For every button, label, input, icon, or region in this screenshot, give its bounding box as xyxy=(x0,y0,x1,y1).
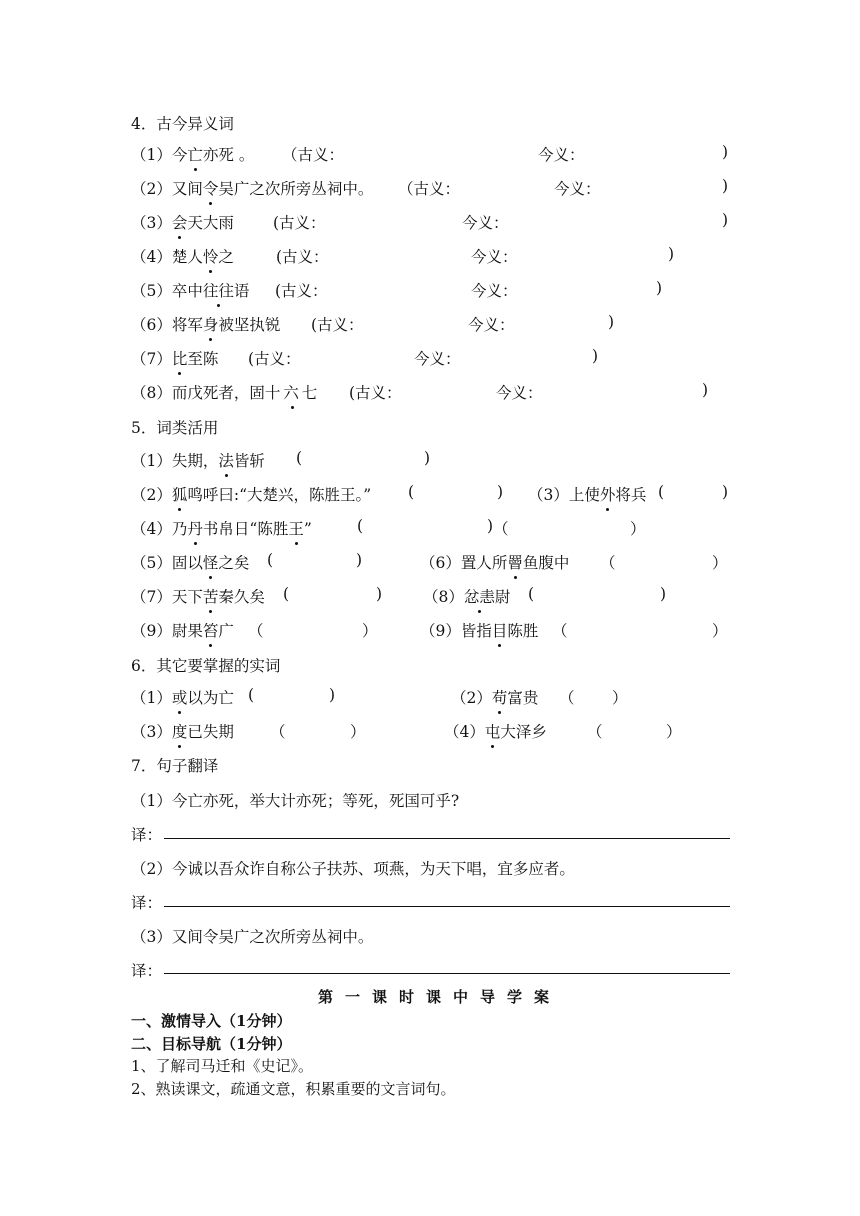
translation-label: 译： xyxy=(131,894,163,912)
sentence-1: （1）今亡亦死，举大计亦死；等死，死国可乎? xyxy=(131,792,460,810)
dotted-word: 苟 xyxy=(492,686,508,708)
sentence-2: （2）今诚以吾众诈自称公子扶苏、项燕，为天下唱，宜多应者。 xyxy=(131,860,575,878)
sentence-3: （3）又间令吴广之次所旁丛祠中。 xyxy=(131,928,374,946)
goal-1: 1、了解司马迁和《史记》。 xyxy=(131,1057,314,1075)
dotted-word: 怜 xyxy=(203,245,219,267)
dotted-word: 往往 xyxy=(203,279,234,301)
dotted-word: 令 xyxy=(203,177,219,199)
dotted-word: 身 xyxy=(203,313,219,335)
lesson-heading: 第一课时课中导学案 xyxy=(318,988,562,1006)
dotted-word: 忿恚 xyxy=(464,585,495,607)
dotted-word: 亡 xyxy=(187,143,203,165)
section-4-title: 4．古今异义词 xyxy=(131,115,234,133)
section-heading-1: 一、激情导入（1分钟） xyxy=(131,1012,292,1030)
dotted-word: 狐 xyxy=(172,483,188,505)
translation-label: 译： xyxy=(131,826,163,844)
dotted-word: 外 xyxy=(600,483,616,505)
dotted-word: 罾 xyxy=(507,551,523,573)
dotted-word: 十六七 xyxy=(265,381,321,403)
dotted-word: 怪 xyxy=(203,551,219,573)
dotted-word: 苦 xyxy=(203,585,219,607)
dotted-word: 屯 xyxy=(485,720,501,742)
section-heading-2: 二、目标导航（1分钟） xyxy=(131,1035,292,1053)
answer-line[interactable] xyxy=(164,906,730,907)
dotted-word: 或 xyxy=(172,686,188,708)
goal-2: 2、熟读课文，疏通文意，积累重要的文言词句。 xyxy=(131,1080,456,1098)
dotted-word: 会 xyxy=(172,211,188,233)
dotted-word: 笞 xyxy=(203,619,219,641)
answer-line[interactable] xyxy=(164,973,730,974)
answer-line[interactable] xyxy=(164,838,730,839)
dotted-word: 王 xyxy=(288,517,304,539)
section-5-title: 5．词类活用 xyxy=(131,419,219,437)
dotted-word: 比 xyxy=(172,347,188,369)
section-7-title: 7．句子翻译 xyxy=(131,757,219,775)
dotted-word: 度 xyxy=(172,720,188,742)
dotted-word: 法 xyxy=(218,449,234,471)
section-6-title: 6．其它要掌握的实词 xyxy=(131,657,281,675)
translation-label: 译： xyxy=(131,962,163,980)
dotted-word: 丹 xyxy=(187,517,203,539)
dotted-word: 目 xyxy=(492,619,508,641)
